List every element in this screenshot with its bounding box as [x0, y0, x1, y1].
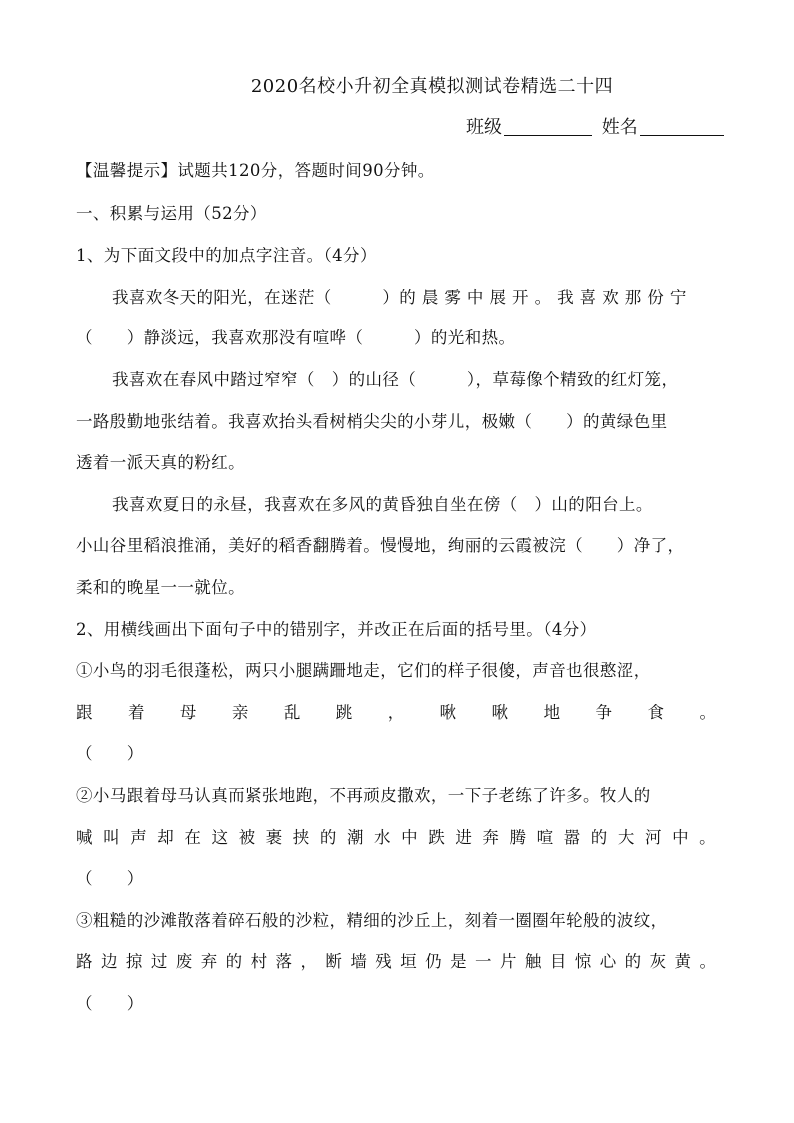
justified-char: 触	[524, 952, 542, 971]
justified-char: 的	[624, 952, 642, 971]
justified-char: 断	[325, 952, 342, 971]
passage-line: 柔和的晚星一一就位。	[76, 578, 245, 597]
justified-char: 亲	[231, 703, 249, 722]
justified-char: 却	[157, 828, 174, 847]
justified-char: ，	[387, 703, 405, 722]
justified-char: 。	[699, 703, 716, 722]
justified-char: 落	[275, 952, 292, 971]
sentence-1-line-1: ①小鸟的羽毛很蓬松，两只小腿蹒跚地走，它们的样子很傻，声音也很憨涩，	[76, 661, 651, 680]
justified-char: 跳	[335, 703, 353, 722]
justified-char: 仍	[425, 952, 442, 971]
justified-char: 的	[590, 828, 608, 847]
justified-char: 边	[100, 952, 118, 971]
answer-parentheses[interactable]: （ ）	[76, 994, 144, 1013]
justified-char: 心	[599, 952, 617, 971]
justified-char: 在	[184, 828, 201, 847]
justified-char: 村	[250, 952, 268, 971]
class-blank[interactable]	[504, 117, 592, 136]
justified-char: 跌	[428, 828, 445, 847]
answer-parentheses[interactable]: （ ）	[76, 744, 144, 763]
justified-char: 过	[150, 952, 168, 971]
exam-title: 2020名校小升初全真模拟测试卷精选二十四	[250, 76, 614, 97]
justified-char: 是	[450, 952, 467, 971]
justified-char: 挟	[292, 828, 310, 847]
justified-char: 这	[211, 828, 228, 847]
justified-char: 被	[238, 828, 256, 847]
justified-char: 争	[595, 703, 613, 722]
justified-char: 废	[175, 952, 193, 971]
question-2-prompt: 2、用横线画出下面句子中的错别字，并改正在后面的括号里。（4分）	[76, 620, 597, 639]
justified-char: 的	[225, 952, 243, 971]
section-heading: 一、积累与运用（52分）	[76, 204, 267, 223]
passage-line: 一路殷勤地张结着。我喜欢抬头看树梢尖尖的小芽儿，极嫩（ ）的黄绿色里	[76, 412, 668, 431]
justified-char: 大	[617, 828, 635, 847]
justified-char: 残	[375, 952, 392, 971]
justified-char: 喧	[536, 828, 554, 847]
justified-char: 的	[319, 828, 337, 847]
justified-char: 。	[699, 952, 716, 971]
justified-char: 路	[76, 952, 93, 971]
student-info-line	[466, 113, 728, 139]
justified-char: 片	[499, 952, 517, 971]
sentence-2-line-1: ②小马跟着母马认真而紧张地跑，不再顽皮撒欢，一下子老练了许多。牧人的	[76, 786, 651, 805]
justified-char: 嚣	[563, 828, 581, 847]
passage-line: （ ）静淡远，我喜欢那没有喧哗（ ）的光和热。	[76, 328, 516, 347]
justified-char: 掠	[125, 952, 143, 971]
justified-char: 惊	[574, 952, 592, 971]
justified-char: 水	[374, 828, 391, 847]
justified-char: 中	[672, 828, 689, 847]
justified-char: 一	[475, 952, 492, 971]
justified-char: 裹	[265, 828, 283, 847]
justified-char: 垣	[400, 952, 417, 971]
name-blank[interactable]	[640, 117, 724, 136]
passage-line: 我喜欢冬天的阳光，在迷茫（ ）的 晨 雾 中 展 开 。 我 喜 欢 那 份 宁	[112, 288, 687, 307]
justified-char: 腾	[509, 828, 526, 847]
justified-char: 进	[455, 828, 472, 847]
justified-char: 母	[179, 703, 197, 722]
justified-char: 食	[647, 703, 664, 722]
justified-char: 乱	[283, 703, 301, 722]
sentence-3-line-2	[76, 948, 716, 972]
justified-char: 声	[130, 828, 147, 847]
justified-char: 地	[543, 703, 561, 722]
passage-line: 小山谷里稻浪推涌，美好的稻香翻腾着。慢慢地，绚丽的云霞被浣（ ）净了，	[76, 536, 685, 555]
justified-char: 跟	[76, 703, 93, 722]
justified-char: 中	[401, 828, 418, 847]
answer-parentheses[interactable]: （ ）	[76, 869, 144, 888]
sentence-2-line-2	[76, 824, 716, 848]
justified-char: 啾	[439, 703, 457, 722]
question-1-prompt: 1、为下面文段中的加点字注音。（4分）	[76, 246, 377, 265]
exam-tip: 【温馨提示】试题共120分，答题时间90分钟。	[76, 161, 435, 180]
passage-line: 我喜欢夏日的永昼，我喜欢在多风的黄昏独自坐在傍（ ）山的阳台上。	[112, 495, 653, 514]
sentence-3-line-1: ③粗糙的沙滩散落着碎石般的沙粒，精细的沙丘上，刻着一圈圈年轮般的波纹，	[76, 911, 668, 930]
justified-char: 喊	[76, 828, 93, 847]
justified-char: 目	[549, 952, 567, 971]
justified-char: 啾	[491, 703, 509, 722]
justified-char: 潮	[346, 828, 364, 847]
justified-char: 黄	[674, 952, 691, 971]
justified-char: 。	[699, 828, 716, 847]
class-label: 班级	[466, 117, 502, 138]
justified-char: 叫	[103, 828, 120, 847]
passage-line: 透着一派天真的粉红。	[76, 453, 245, 472]
passage-line: 我喜欢在春风中踏过窄窄（ ）的山径（ ），草莓像个精致的红灯笼，	[112, 370, 679, 389]
justified-char: 弃	[200, 952, 218, 971]
justified-char: ，	[300, 952, 317, 971]
justified-char: 着	[127, 703, 145, 722]
justified-char: 河	[644, 828, 662, 847]
sentence-1-line-2	[76, 699, 716, 723]
name-label: 姓名	[601, 117, 638, 138]
justified-char: 灰	[649, 952, 667, 971]
justified-char: 奔	[482, 828, 499, 847]
justified-char: 墙	[350, 952, 367, 971]
